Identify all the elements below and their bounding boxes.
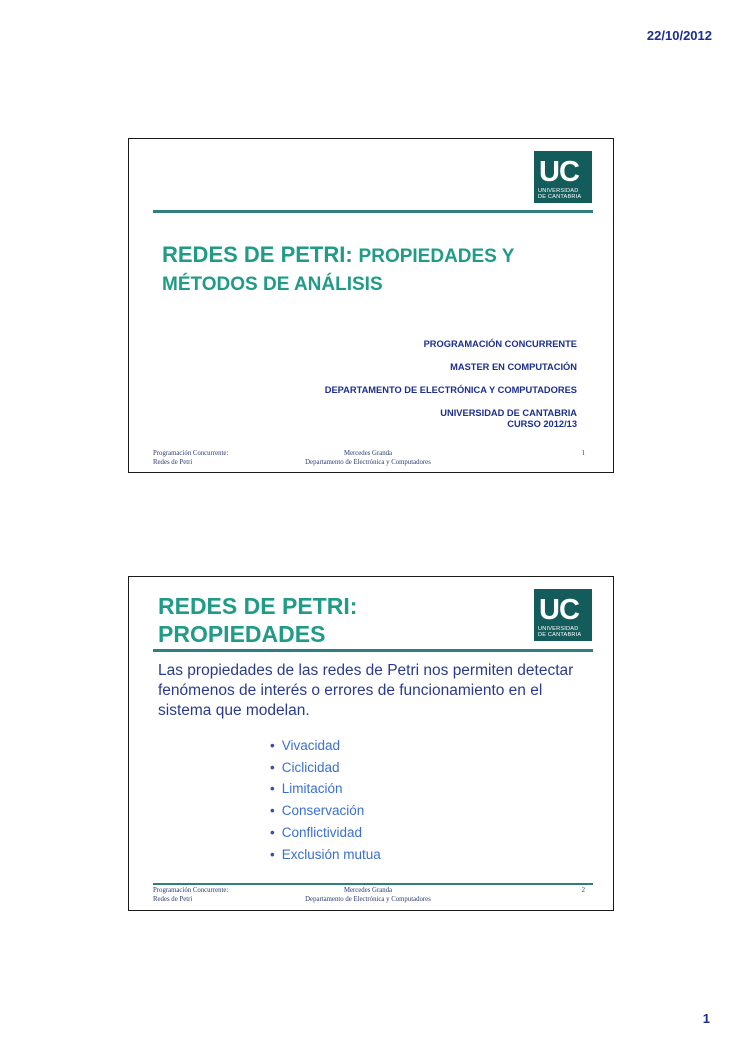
logo-mark: UC bbox=[539, 156, 579, 188]
info-subject: PROGRAMACIÓN CONCURRENTE bbox=[423, 339, 577, 349]
bullet-icon: • bbox=[270, 738, 275, 753]
footer-slide-number: 2 bbox=[581, 887, 585, 894]
footer-author: Mercedes Granda bbox=[343, 887, 393, 894]
list-item bbox=[270, 778, 381, 800]
title-part-2: PROPIEDADES Y bbox=[358, 246, 515, 267]
logo-line-1: UNIVERSIDAD bbox=[538, 188, 579, 194]
list-item-text: Ciclicidad bbox=[281, 759, 340, 775]
footer-author: Mercedes Granda bbox=[343, 450, 393, 457]
logo-line-2: DE CANTABRIA bbox=[538, 632, 582, 638]
info-master: MASTER EN COMPUTACIÓN bbox=[450, 362, 577, 372]
list-item bbox=[270, 735, 381, 757]
slide-1 bbox=[128, 138, 614, 473]
footer-department: Departamento de Electrónica y Computadores bbox=[305, 896, 431, 903]
footer-topic: Redes de Petri bbox=[153, 896, 193, 903]
logo-line-2: DE CANTABRIA bbox=[538, 194, 582, 200]
footer-rule bbox=[153, 883, 593, 885]
info-department: DEPARTAMENTO DE ELECTRÓNICA Y COMPUTADORES bbox=[324, 385, 577, 395]
bullet-icon: • bbox=[270, 803, 275, 819]
list-item-text: Conservación bbox=[281, 803, 365, 819]
header-rule bbox=[153, 649, 593, 652]
footer-subject: Programación Concurrente: bbox=[153, 450, 229, 457]
properties-list bbox=[270, 735, 381, 865]
list-item bbox=[270, 822, 381, 844]
list-item-text: Vivacidad bbox=[281, 738, 341, 753]
title-line-2: PROPIEDADES bbox=[158, 621, 326, 647]
logo-mark: UC bbox=[539, 594, 579, 626]
list-item-text: Conflictividad bbox=[281, 824, 363, 840]
university-logo bbox=[534, 589, 592, 641]
title-line-1: REDES DE PETRI: bbox=[158, 593, 358, 619]
university-logo bbox=[534, 151, 592, 203]
bullet-icon: • bbox=[270, 759, 275, 775]
list-item-text: Limitación bbox=[281, 781, 343, 797]
list-item bbox=[270, 800, 381, 822]
list-item bbox=[270, 757, 381, 779]
page-number: 1 bbox=[702, 1011, 710, 1026]
page-date: 22/10/2012 bbox=[646, 28, 712, 43]
bullet-icon: • bbox=[270, 824, 275, 840]
info-course: CURSO 2012/13 bbox=[507, 419, 577, 429]
list-item-text: Exclusión mutua bbox=[281, 846, 381, 862]
list-item bbox=[270, 844, 381, 866]
slide-2 bbox=[128, 576, 614, 911]
slide-title bbox=[162, 241, 602, 299]
footer-subject: Programación Concurrente: bbox=[153, 887, 229, 894]
bullet-icon: • bbox=[270, 781, 275, 797]
info-university: UNIVERSIDAD DE CANTABRIA bbox=[440, 408, 577, 418]
title-part-3: MÉTODOS DE ANÁLISIS bbox=[162, 274, 383, 295]
header-rule bbox=[153, 210, 593, 213]
slide-title bbox=[158, 592, 478, 648]
title-part-1: REDES DE PETRI: bbox=[162, 242, 353, 267]
logo-line-1: UNIVERSIDAD bbox=[538, 626, 579, 632]
bullet-icon: • bbox=[270, 846, 275, 862]
footer-department: Departamento de Electrónica y Computadores bbox=[305, 459, 431, 466]
footer-slide-number: 1 bbox=[581, 450, 585, 457]
footer-topic: Redes de Petri bbox=[153, 459, 193, 466]
intro-paragraph: Las propiedades de las redes de Petri nos permiten detectar fenómenos de interés o errores de funcionamiento en el sistema que modelan. bbox=[158, 662, 574, 719]
course-info bbox=[325, 339, 577, 430]
